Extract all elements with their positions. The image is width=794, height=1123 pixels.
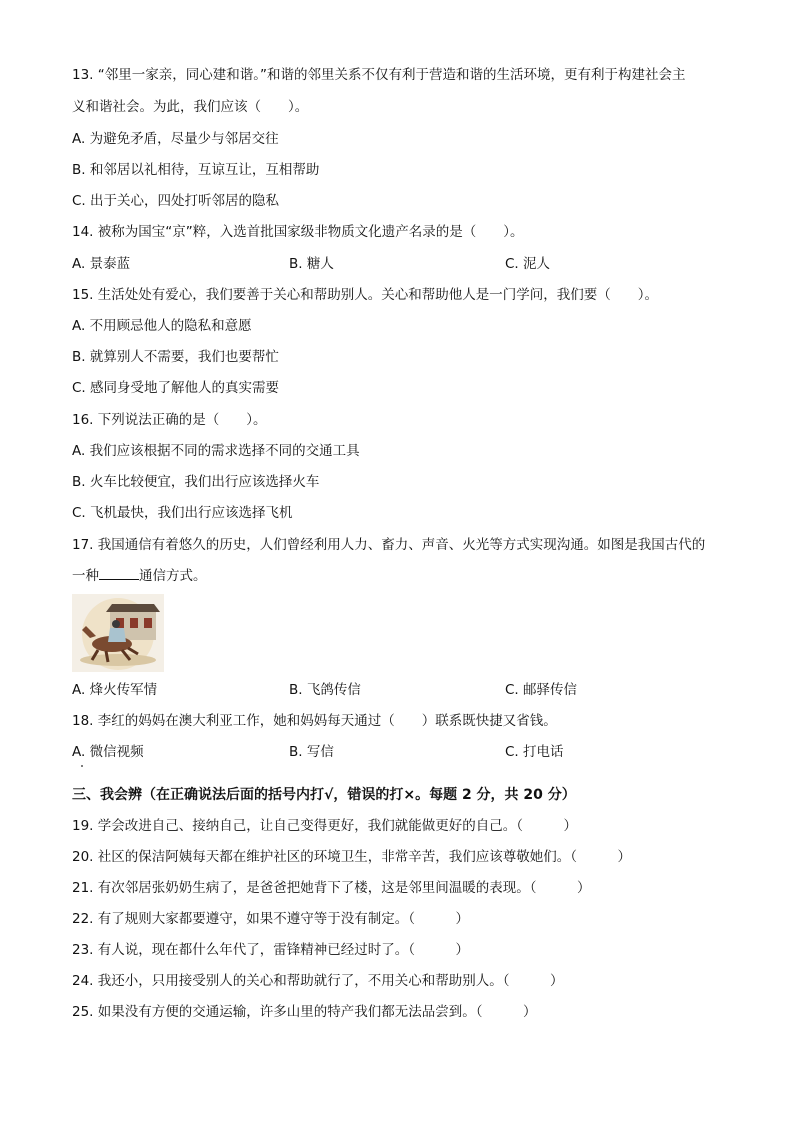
q13-stem-line1: 13. “邻里一家亲，同心建和谐。”和谐的邻里关系不仅有利于营造和谐的生活环境，更有利于构建社会主 bbox=[72, 67, 686, 83]
judge-item-19[interactable]: 19. 学会改进自己、接纳自己，让自己变得更好，我们就能做更好的自己。（ ） bbox=[72, 818, 578, 834]
q14-stem: 14. 被称为国宝“京”粹，入选首批国家级非物质文化遗产名录的是（ ）。 bbox=[72, 224, 524, 240]
q17-option-c[interactable]: C. 邮驿传信 bbox=[505, 682, 578, 698]
q13-stem-line2: 义和谐社会。为此，我们应该（ ）。 bbox=[72, 99, 309, 115]
q16-option-c[interactable]: C. 飞机最快，我们出行应该选择飞机 bbox=[72, 505, 293, 521]
q14-option-b[interactable]: B. 糖人 bbox=[289, 256, 334, 272]
q14-option-a[interactable]: A. 景泰蓝 bbox=[72, 256, 131, 272]
q17-stem-line2 bbox=[72, 567, 207, 585]
q18-stem: 18. 李红的妈妈在澳大利亚工作，她和妈妈每天通过（ ）联系既快捷又省钱。 bbox=[72, 713, 557, 729]
section-3-heading: 三、我会辨（在正确说法后面的括号内打√，错误的打×。每题 2 分，共 20 分） bbox=[72, 787, 576, 803]
judge-item-23[interactable]: 23. 有人说，现在都什么年代了，雷锋精神已经过时了。（ ） bbox=[72, 942, 470, 958]
q16-option-a[interactable]: A. 我们应该根据不同的需求选择不同的交通工具 bbox=[72, 443, 360, 459]
courier-on-horseback-illustration bbox=[72, 594, 164, 672]
q17-answer-blank[interactable] bbox=[99, 567, 139, 580]
judge-item-20[interactable]: 20. 社区的保洁阿姨每天都在维护社区的环境卫生，非常辛苦，我们应该尊敬她们。（ ） bbox=[72, 849, 632, 865]
judge-item-25[interactable]: 25. 如果没有方便的交通运输，许多山里的特产我们都无法品尝到。（ ） bbox=[72, 1004, 537, 1020]
q18-option-b[interactable]: B. 写信 bbox=[289, 744, 334, 760]
judge-item-24[interactable]: 24. 我还小，只用接受别人的关心和帮助就行了，不用关心和帮助别人。（ ） bbox=[72, 973, 564, 989]
q15-option-a[interactable]: A. 不用顾忌他人的隐私和意愿 bbox=[72, 318, 252, 334]
q15-option-b[interactable]: B. 就算别人不需要，我们也要帮忙 bbox=[72, 349, 279, 365]
q15-option-c[interactable]: C. 感同身受地了解他人的真实需要 bbox=[72, 380, 280, 396]
q13-option-c[interactable]: C. 出于关心，四处打听邻居的隐私 bbox=[72, 193, 280, 209]
q17-stem-line2-post: 通信方式。 bbox=[139, 568, 207, 584]
judge-item-22[interactable]: 22. 有了规则大家都要遵守，如果不遵守等于没有制定。（ ） bbox=[72, 911, 470, 927]
q13-option-a[interactable]: A. 为避免矛盾，尽量少与邻居交往 bbox=[72, 131, 279, 147]
q18-option-a[interactable]: A. 微信视频 bbox=[72, 744, 144, 760]
q17-option-b[interactable]: B. 飞鸽传信 bbox=[289, 682, 361, 698]
stray-dot bbox=[81, 765, 83, 767]
q18-option-c[interactable]: C. 打电话 bbox=[505, 744, 564, 760]
q17-stem-line1: 17. 我国通信有着悠久的历史，人们曾经利用人力、畜力、声音、火光等方式实现沟通。如图是我国古代的 bbox=[72, 537, 706, 553]
judge-item-21[interactable]: 21. 有次邻居张奶奶生病了，是爸爸把她背下了楼，这是邻里间温暖的表现。（ ） bbox=[72, 880, 591, 896]
q16-stem: 16. 下列说法正确的是（ ）。 bbox=[72, 412, 267, 428]
q13-option-b[interactable]: B. 和邻居以礼相待，互谅互让，互相帮助 bbox=[72, 162, 320, 178]
q14-option-c[interactable]: C. 泥人 bbox=[505, 256, 551, 272]
q16-option-b[interactable]: B. 火车比较便宜，我们出行应该选择火车 bbox=[72, 474, 320, 490]
q17-stem-line2-pre: 一种 bbox=[72, 568, 99, 584]
q17-option-a[interactable]: A. 烽火传军情 bbox=[72, 682, 158, 698]
q15-stem: 15. 生活处处有爱心，我们要善于关心和帮助别人。关心和帮助他人是一门学问，我们要（ ）。 bbox=[72, 287, 659, 303]
